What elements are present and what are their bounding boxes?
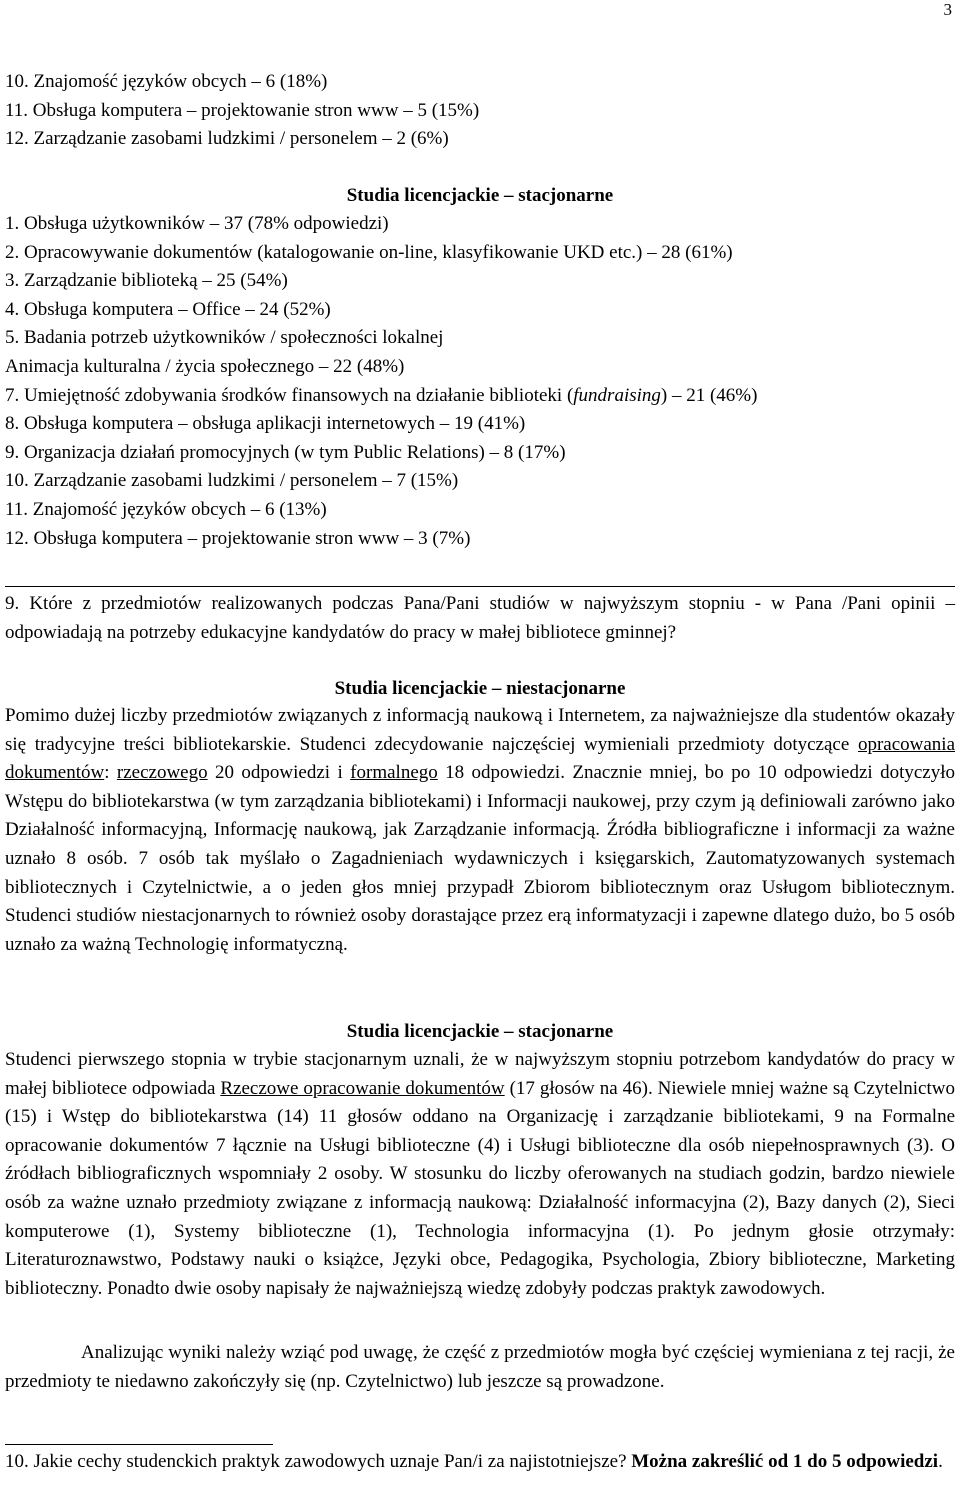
- question-9: 9. Które z przedmiotów realizowanych podczas Pana/Pani studiów w najwyższym stopniu - w Pana /Pani opinii – odpowiadają na potrzeby edukacyjne kandydatów do pracy w małej bibliotece gminnej?: [5, 593, 955, 643]
- section-heading: Studia licencjackie – stacjonarne: [346, 185, 614, 206]
- paragraph-text: Studenci pierwszego stopnia w trybie stacjonarnym uznali, że w najwyższym stopniu potrzebom kandydatów do pracy w małej bibliotece odpowiada: [5, 1049, 955, 1099]
- list-item: 1. Obsługa użytkowników – 37 (78% odpowiedzi): [5, 213, 389, 234]
- list-item-text: 7. Umiejętność zdobywania środków finansowych na działanie biblioteki (: [5, 384, 574, 406]
- section-heading: Studia licencjackie – niestacjonarne: [334, 678, 626, 699]
- top-list: [5, 68, 955, 154]
- list-item: 11. Znajomość języków obcych – 6 (13%): [5, 498, 327, 520]
- list-item: 8. Obsługa komputera – obsługa aplikacji internetowych – 19 (41%): [5, 413, 526, 435]
- list-item-italic: fundraising: [573, 384, 661, 406]
- list-item: Animacja kulturalna / życia społecznego – 22 (48%): [5, 355, 405, 377]
- page-number: 3: [943, 0, 952, 19]
- list-item: 2. Opracowywanie dokumentów (katalogowanie on-line, klasyfikowanie UKD etc.) – 28 (61%): [5, 241, 733, 263]
- paragraph-text: :: [104, 762, 117, 784]
- list-item: 12. Zarządzanie zasobami ludzkimi / personelem – 2 (6%): [5, 128, 449, 150]
- question-instruction: Można zakreślić od 1 do 5 odpowiedzi: [631, 1451, 939, 1472]
- paragraph-text: 18 odpowiedzi. Znacznie mniej, bo po 10 odpowiedzi dotyczyło Wstępu do bibliotekarstwa (w tym zarządzania bibliotekami) i Informacji naukowej, przy czym ją definiowali zarówno jako Działalność informacyjną, Informację naukową, jak Zarządzanie informacją. Źródła bibliograficzne i informacji za ważne uznało 8 osób. 7 osób tak myślało o Zagadnieniach wydawniczych i księgarskich, Zautomatyzowanych systemach bibliotecznych i Czytelnictwie, a o jeden głos mniej przypadł Zbiorom bibliotecznym oraz Usługom bibliotecznym. Studenci studiów niestacjonarnych to również osoby dorastające przez erą informatyzacji i zapewne dlatego dużo, bo 5 osób uznało za ważną Technologię informatyczną.: [5, 762, 955, 955]
- paragraph-text: Pomimo dużej liczby przedmiotów związanych z informacją naukową i Internetem, za najważniejsze dla studentów okazały się tradycyjne treści bibliotekarskie. Studenci zdecydowanie najczęściej wymieniali przedmioty dotyczące: [5, 705, 955, 755]
- list-item: 12. Obsługa komputera – projektowanie stron www – 3 (7%): [5, 527, 471, 549]
- paragraph-text: 20 odpowiedzi i: [207, 762, 351, 784]
- paragraph: [5, 702, 955, 959]
- paragraph: Analizując wyniki należy wziąć pod uwagę, że część z przedmiotów mogła być częściej wymieniana z tej racji, że przedmioty te niedawno zakończyły się (np. Czytelnictwo) lub jeszcze są prowadzone.: [5, 1342, 955, 1392]
- list-item: 3. Zarządzanie biblioteką – 25 (54%): [5, 270, 288, 292]
- list-item: [5, 382, 955, 411]
- underlined-term: opracowania dokumentów: [5, 733, 955, 784]
- question-text: 10. Jakie cechy studenckich praktyk zawodowych uznaje Pan/i za najistotniejsze?: [5, 1451, 632, 1472]
- divider: [5, 586, 955, 587]
- list-item: 11. Obsługa komputera – projektowanie stron www – 5 (15%): [5, 99, 480, 121]
- paragraph-text: (17 głosów na 46). Niewiele mniej ważne są Czytelnictwo (15) i Wstęp do bibliotekarstwa (14) 11 głosów oddano na Organizację i zarządzanie bibliotekami, 9 na Formalne opracowanie dokumentów 7 łącznie na Usługi biblioteczne (4) i Usługi biblioteczne dla osób niepełnosprawnych (3). O źródłach bibliograficznych wspomniały 2 osoby. W stosunku do liczby oferowanych na studiach godzin, bardzo niewiele osób za ważne uznało przedmioty związane z informacją naukową: Działalność informacyjna (2), Bazy danych (2), Sieci komputerowe (1), Systemy biblioteczne (1), Technologia informacyjna (1). Po jednym głosie otrzymały: Literaturoznawstwo, Podstawy nauki o książce, Języki obce, Pedagogika, Psychologia, Zbiory biblioteczne, Marketing biblioteczny. Ponadto dwie osoby napisały że najważniejszą wiedzę zdobyły podczas praktyk zawodowych.: [5, 1077, 955, 1299]
- underlined-term: rzeczowego: [116, 762, 208, 784]
- list-item: 9. Organizacja działań promocyjnych (w tym Public Relations) – 8 (17%): [5, 441, 566, 463]
- section-heading: Studia licencjackie – stacjonarne: [346, 1021, 614, 1042]
- list-item: 10. Znajomość języków obcych – 6 (18%): [5, 71, 328, 92]
- list-item-text: ) – 21 (46%): [660, 384, 758, 406]
- list-item: 5. Badania potrzeb użytkowników / społeczności lokalnej: [5, 327, 444, 349]
- underlined-term: Rzeczowe opracowanie dokumentów: [220, 1077, 505, 1099]
- paragraph: [5, 1046, 955, 1303]
- question-10: [5, 1448, 955, 1476]
- question-text: .: [938, 1451, 943, 1472]
- ranked-list: [5, 210, 955, 553]
- list-item: 10. Zarządzanie zasobami ludzkimi / personelem – 7 (15%): [5, 470, 459, 492]
- divider: [5, 1444, 273, 1445]
- underlined-term: formalnego: [350, 762, 438, 784]
- list-item: 4. Obsługa komputera – Office – 24 (52%): [5, 298, 331, 320]
